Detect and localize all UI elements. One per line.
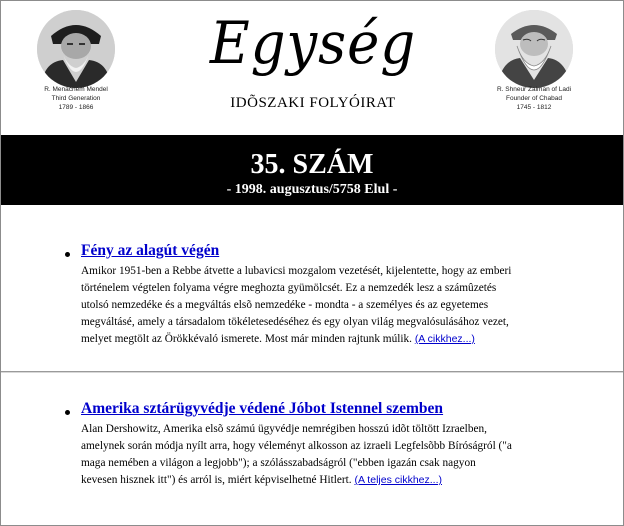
left-portrait-caption (14, 85, 138, 112)
article-title-link[interactable]: Fény az alagút végén (81, 242, 220, 259)
article-title-link[interactable]: Amerika sztárügyvédje védené Jóbot Istennel szemben (81, 400, 444, 417)
summary-line: Amikor 1951-ben a Rebbe átvette a lubavicsi mozgalom vezetését, kijelentette, hogy az emberi (81, 265, 512, 277)
left-portrait-name: R. Menachem Mendel (44, 86, 108, 93)
summary-line-text: kevesen hisznek itt") és arról is, miért képviselhetné Hitlert. (81, 474, 352, 486)
right-portrait-years: 1745 - 1812 (516, 104, 552, 111)
rabbi-portrait-icon (37, 10, 115, 88)
summary-line-last (81, 472, 601, 489)
logo-subtitle: IDÕSZAKI FOLYÓIRAT (230, 95, 396, 111)
bullet-icon (65, 252, 70, 257)
article-item (1, 205, 623, 371)
summary-line: utolsó nemzedéke és a megváltás elsõ nemzedéke - mondta - a személyes és az egyetemes (81, 299, 489, 311)
summary-line-text: melyet megtölt az Örökkévaló ismerete. Most már minden rajtunk múlik. (81, 333, 412, 345)
article-item (1, 373, 623, 525)
summary-line: maga nemében a világon a legjobb"); a szólásszabadságról ("ebben igazán csak nagyon (81, 457, 476, 469)
summary-line: amelynek során módja nyílt arra, hogy véleményt alkosson az izraeli Legfelsõbb Bíróságról ("a (81, 440, 512, 452)
issue-number: 35. SZÁM (250, 149, 374, 180)
bullet-icon (65, 410, 70, 415)
right-portrait-caption (472, 85, 596, 112)
left-portrait-years: 1789 - 1866 (58, 104, 94, 111)
masthead (1, 1, 623, 131)
summary-line: Alan Dershowitz, Amerika elsõ számú ügyvédje nemrégiben hosszú idõt töltött Izraelben, (81, 423, 487, 435)
summary-line: történelem végtelen folyama végre meghozta gyümölcsét. Ez a nemzedék lesz a számûzetés (81, 282, 497, 294)
rabbi-portrait-icon (495, 10, 573, 88)
logo-title: Egység (209, 9, 417, 77)
left-portrait-role: Third Generation (51, 95, 101, 102)
issue-banner (1, 135, 623, 205)
read-more-link[interactable]: (A cikkhez...) (414, 333, 475, 345)
right-portrait-name: R. Shneur Zalman of Ladi (496, 86, 572, 93)
issue-date: - 1998. augusztus/5758 Elul - (226, 182, 398, 197)
summary-line-last (81, 331, 601, 348)
right-portrait-role: Founder of Chabad (505, 95, 562, 102)
article-summary (81, 263, 601, 348)
summary-line: megváltásé, amely a társadalom tökéletesedéséhez és egy olyan világ megvalósulásához vezet, (81, 316, 509, 328)
article-summary (81, 421, 601, 489)
read-full-link[interactable]: (A teljes cikkhez...) (354, 474, 442, 486)
